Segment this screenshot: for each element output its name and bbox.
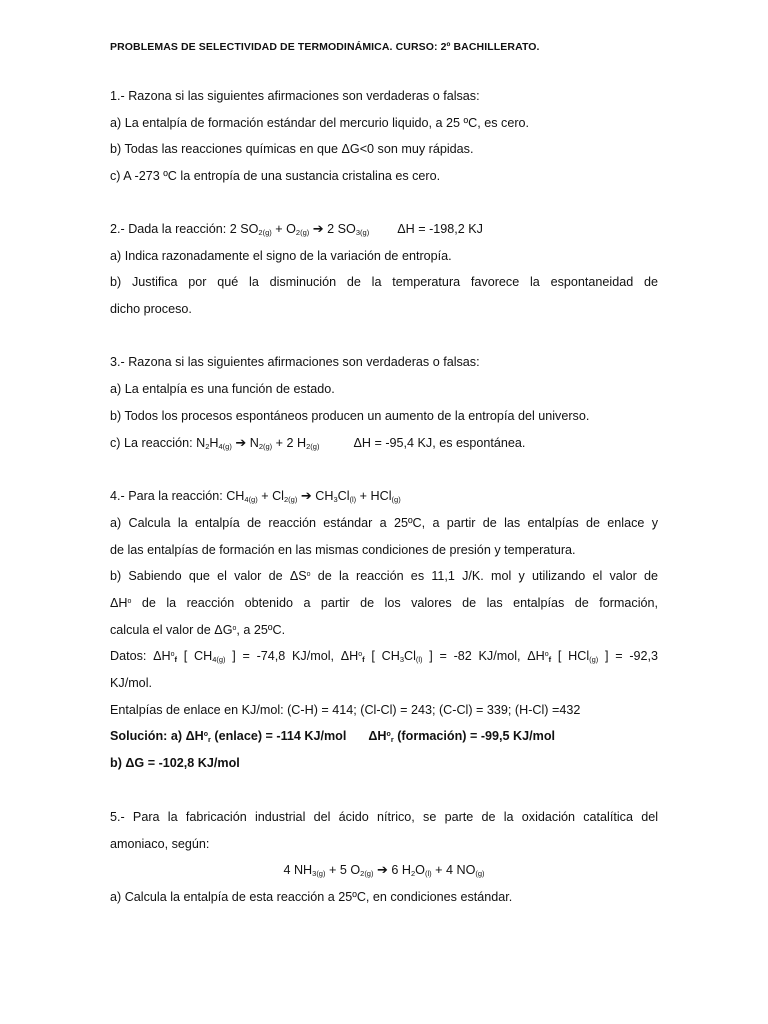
problem-5-title-line1: 5.- Para la fabricación industrial del ácido nítrico, se parte de la oxidación catalítica del [110,810,658,824]
problem-5-a: a) Calcula la entalpía de esta reacción a 25ºC, en condiciones estándar. [110,890,513,904]
problem-3-title: 3.- Razona si las siguientes afirmaciones son verdaderas o falsas: [110,355,480,369]
reaction-arrow-icon: ➔ [235,435,247,450]
problem-4-datos-line2: KJ/mol. [110,676,152,690]
problem-1-c: c) A -273 ºC la entropía de una sustancia cristalina es cero. [110,169,441,183]
problem-5-title-line2: amoniaco, según: [110,837,210,851]
problem-2-a: a) Indica razonadamente el signo de la variación de entropía. [110,249,452,263]
problem-4-datos-line1: Datos: $\Delta H^o_f$ [ $CH_{4(g)}$ ] = -74,8 KJ/mol, $\Delta H^o_f$ [ $CH_3Cl_{(l)}$ ] = -82 KJ/mol, $\Delta H^o_f$ [ HCl$_{(g)}$ ] = -92,3 [110,649,659,664]
problem-2-b-line2: dicho proceso. [110,302,192,316]
problem-3-c: c) La reacción: $N_2H_{4(g)}$ ➔ $N_{2(g)} + 2$ $H_{2(g)}$ ΔH = -95,4 KJ, es espontánea. [110,435,526,451]
reaction-arrow-icon: ➔ [312,221,324,236]
problem-4-solution-b: b) ΔG = -102,8 KJ/mol [110,756,240,770]
problem-4-title: 4.- Para la reacción: $CH_{4(g)} + Cl_{2(g)}$ ➔ $CH_3Cl_{(l)} + HCl_{(g)}$ [110,488,401,504]
document-header: PROBLEMAS DE SELECTIVIDAD DE TERMODINÁMICA. CURSO: 2º BACHILLERATO. [110,41,540,53]
problem-3-a: a) La entalpía es una función de estado. [110,382,335,396]
problem-4-enlace: Entalpías de enlace en KJ/mol: (C-H) = 414; (Cl-Cl) = 243; (C-Cl) = 339; (H-Cl) =432 [110,703,581,717]
problem-1-title: 1.- Razona si las siguientes afirmaciones son verdaderas o falsas: [110,89,480,103]
problem-4-solution-a: Solución: a) $\Delta H^o_r$ (enlace) = -114 KJ/mol $\Delta H^o_r$ (formación) = -99,5 KJ/mol [110,729,556,744]
problem-4-b-line1: b) Sabiendo que el valor de $\Delta S^o$ de la reacción es 11,1 J/K. mol y utilizando el valor de [110,569,658,583]
problem-4-a-line1: a) Calcula la entalpía de reacción estándar a 25ºC, a partir de las entalpías de enlace y [110,516,658,530]
reaction-arrow-icon: ➔ [300,488,312,503]
problem-3-b: b) Todos los procesos espontáneos producen un aumento de la entropía del universo. [110,409,590,423]
problem-4-b-line2: $\Delta H^o$ de la reacción obtenido a partir de los valores de las entalpías de formación, [110,596,658,610]
problem-4-a-line2: de las entalpías de formación en las mismas condiciones de presión y temperatura. [110,543,576,557]
problem-2-b-line1: b) Justifica por qué la disminución de la temperatura favorece la espontaneidad de [110,275,658,289]
problem-1-b: b) Todas las reacciones químicas en que ΔG<0 son muy rápidas. [110,142,474,156]
problem-1-a: a) La entalpía de formación estándar del mercurio liquido, a 25 ºC, es cero. [110,116,530,130]
problem-2-title: 2.- Dada la reacción: 2 $SO_{2(g)} + O_{2(g)}$ ➔ 2 $SO_{3(g)}$ ΔH = -198,2 KJ [110,221,483,237]
problem-5-equation: 4 $NH_{3(g)} + 5$ $O_{2(g)}$ ➔ 6 $H_2O_{(l)} + 4$ $NO_{(g)}$ [283,862,485,878]
reaction-arrow-icon: ➔ [376,862,388,877]
problem-4-b-line3: calcula el valor de $\Delta G^o$, a 25ºC. [110,623,286,637]
